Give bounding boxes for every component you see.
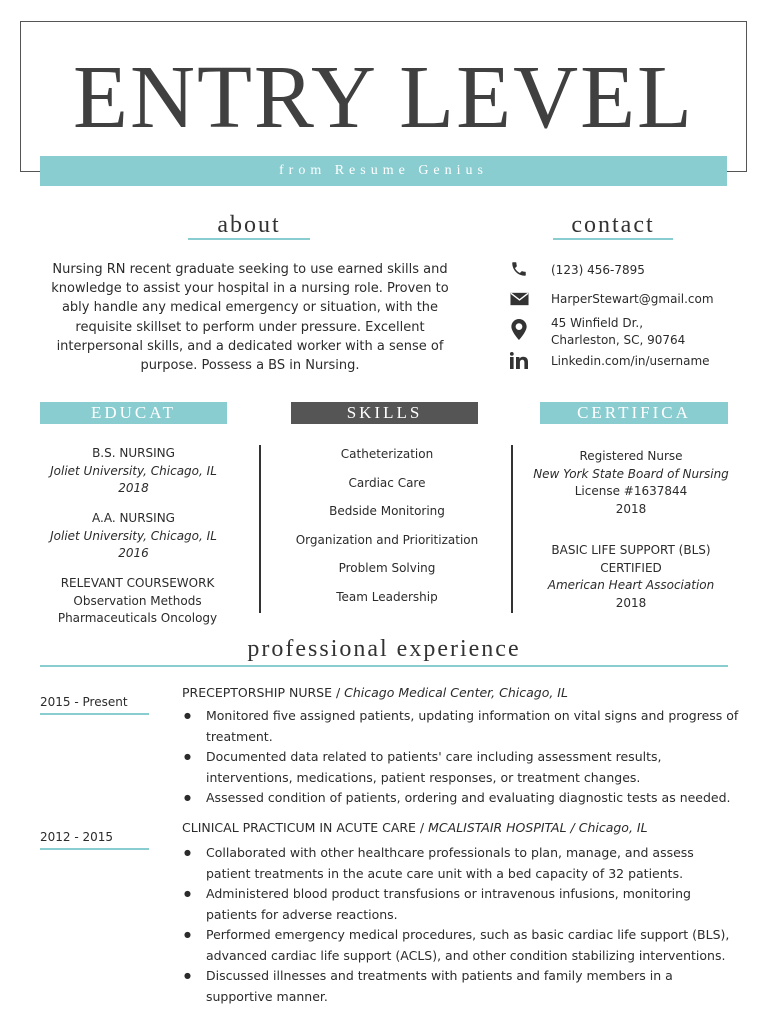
- job-title: [182, 685, 568, 700]
- coursework-item: Pharmaceuticals Oncology: [57, 611, 218, 625]
- education-entry: [30, 445, 237, 498]
- education-year: 2016: [118, 546, 149, 560]
- contact-address-line2: Charleston, SC, 90764: [551, 333, 686, 347]
- certification-license: License #1637844: [574, 484, 688, 498]
- certifications-heading: CERTIFICA: [540, 402, 728, 424]
- certification-entry: [525, 542, 737, 612]
- column-divider: [511, 445, 513, 613]
- education-heading: EDUCAT: [40, 402, 227, 424]
- about-underline: [188, 238, 310, 240]
- job-bullets: [182, 706, 742, 809]
- job-date-underline: [40, 713, 149, 715]
- column-divider: [259, 445, 261, 613]
- education-degree: B.S. NURSING: [92, 446, 175, 460]
- linkedin-icon: [508, 349, 530, 371]
- coursework-block: [30, 575, 245, 628]
- job-bullet: ● Documented data related to patients' care including assessment results, interventions, medications, patient responses, or treatment changes.: [182, 747, 742, 788]
- education-entry: [30, 510, 237, 563]
- skills-heading: SKILLS: [291, 402, 478, 424]
- about-heading: about: [217, 212, 281, 238]
- skill-item: Organization and Prioritization: [295, 532, 479, 547]
- certification-name: BASIC LIFE SUPPORT (BLS): [551, 543, 711, 557]
- certification-year: 2018: [615, 501, 647, 516]
- certification-year: 2018: [615, 595, 647, 610]
- coursework-item: Observation Methods: [73, 593, 202, 608]
- skill-item: Catheterization: [340, 447, 434, 461]
- job-position: PRECEPTORSHIP NURSE /: [182, 685, 345, 700]
- job-bullets: [182, 843, 742, 1007]
- education-degree: A.A. NURSING: [92, 511, 175, 525]
- resume-title: ENTRY LEVEL: [72, 48, 695, 147]
- contact-underline: [553, 238, 673, 240]
- contact-heading: contact: [571, 212, 655, 238]
- job-bullet: ● Monitored five assigned patients, updating information on vital signs and progress of treatment.: [182, 706, 742, 747]
- contact-phone: (123) 456-7895: [551, 263, 645, 277]
- skill-item: Team Leadership: [336, 589, 438, 604]
- job-bullet: ● Administered blood product transfusions or intravenous infusions, monitoring patients for adverse reactions.: [182, 884, 742, 925]
- contact-linkedin: Linkedin.com/in/username: [551, 354, 710, 368]
- skill-item: Bedside Monitoring: [329, 504, 445, 518]
- job-position: CLINICAL PRACTICUM IN ACUTE CARE /: [182, 820, 429, 835]
- experience-underline: [40, 665, 728, 667]
- job-bullet: ● Discussed illnesses and treatments with patients and family members in a supportive manner.: [182, 966, 742, 1007]
- certification-name: Registered Nurse: [579, 449, 683, 463]
- skill-item: Problem Solving: [338, 561, 436, 575]
- education-year: 2018: [118, 481, 149, 495]
- job-bullet: ● Assessed condition of patients, ordering and evaluating diagnostic tests as needed.: [182, 788, 742, 809]
- job-dates: 2012 - 2015: [40, 830, 114, 844]
- resume-subtitle: from Resume Genius: [279, 163, 488, 178]
- about-text: Nursing RN recent graduate seeking to use earned skills and knowledge to assist your hospital in a nursing role. Proven to ably handle any medical emergency or situation, with the requisite skillset to perform under pressure. Excellent interpersonal skills, and a dedicated worker with a sense of purpose. Possess a BS in Nursing.: [51, 262, 449, 374]
- email-icon: [508, 288, 530, 310]
- certification-name: CERTIFIED: [600, 560, 662, 575]
- skill-item: Cardiac Care: [348, 475, 426, 490]
- job-employer: MCALISTAIR HOSPITAL / Chicago, IL: [428, 820, 648, 835]
- certification-entry: [525, 448, 737, 518]
- skills-list: [275, 446, 499, 617]
- coursework-heading: RELEVANT COURSEWORK: [60, 576, 215, 590]
- job-dates: 2015 - Present: [40, 695, 128, 709]
- education-school: Joliet University, Chicago, IL: [50, 463, 217, 478]
- education-school: Joliet University, Chicago, IL: [50, 528, 217, 543]
- certification-issuer: American Heart Association: [547, 578, 715, 592]
- phone-icon: [508, 258, 530, 280]
- job-title: [182, 820, 648, 835]
- job-bullet: ● Collaborated with other healthcare professionals to plan, manage, and assess patient treatments in the acute care unit with a bed capacity of 32 patients.: [182, 843, 742, 884]
- job-employer: Chicago Medical Center, Chicago, IL: [344, 685, 568, 700]
- contact-address-line1: 45 Winfield Dr.,: [551, 316, 644, 330]
- job-date-underline: [40, 848, 149, 850]
- experience-heading: professional experience: [247, 636, 521, 662]
- job-bullet: ● Performed emergency medical procedures, such as basic cardiac life support (BLS), advanced cardiac life support (ACLS), and other condition stabilizing interventions.: [182, 925, 742, 966]
- certification-issuer: New York State Board of Nursing: [533, 466, 729, 481]
- location-pin-icon: [508, 318, 530, 340]
- contact-email: HarperStewart@gmail.com: [551, 292, 714, 306]
